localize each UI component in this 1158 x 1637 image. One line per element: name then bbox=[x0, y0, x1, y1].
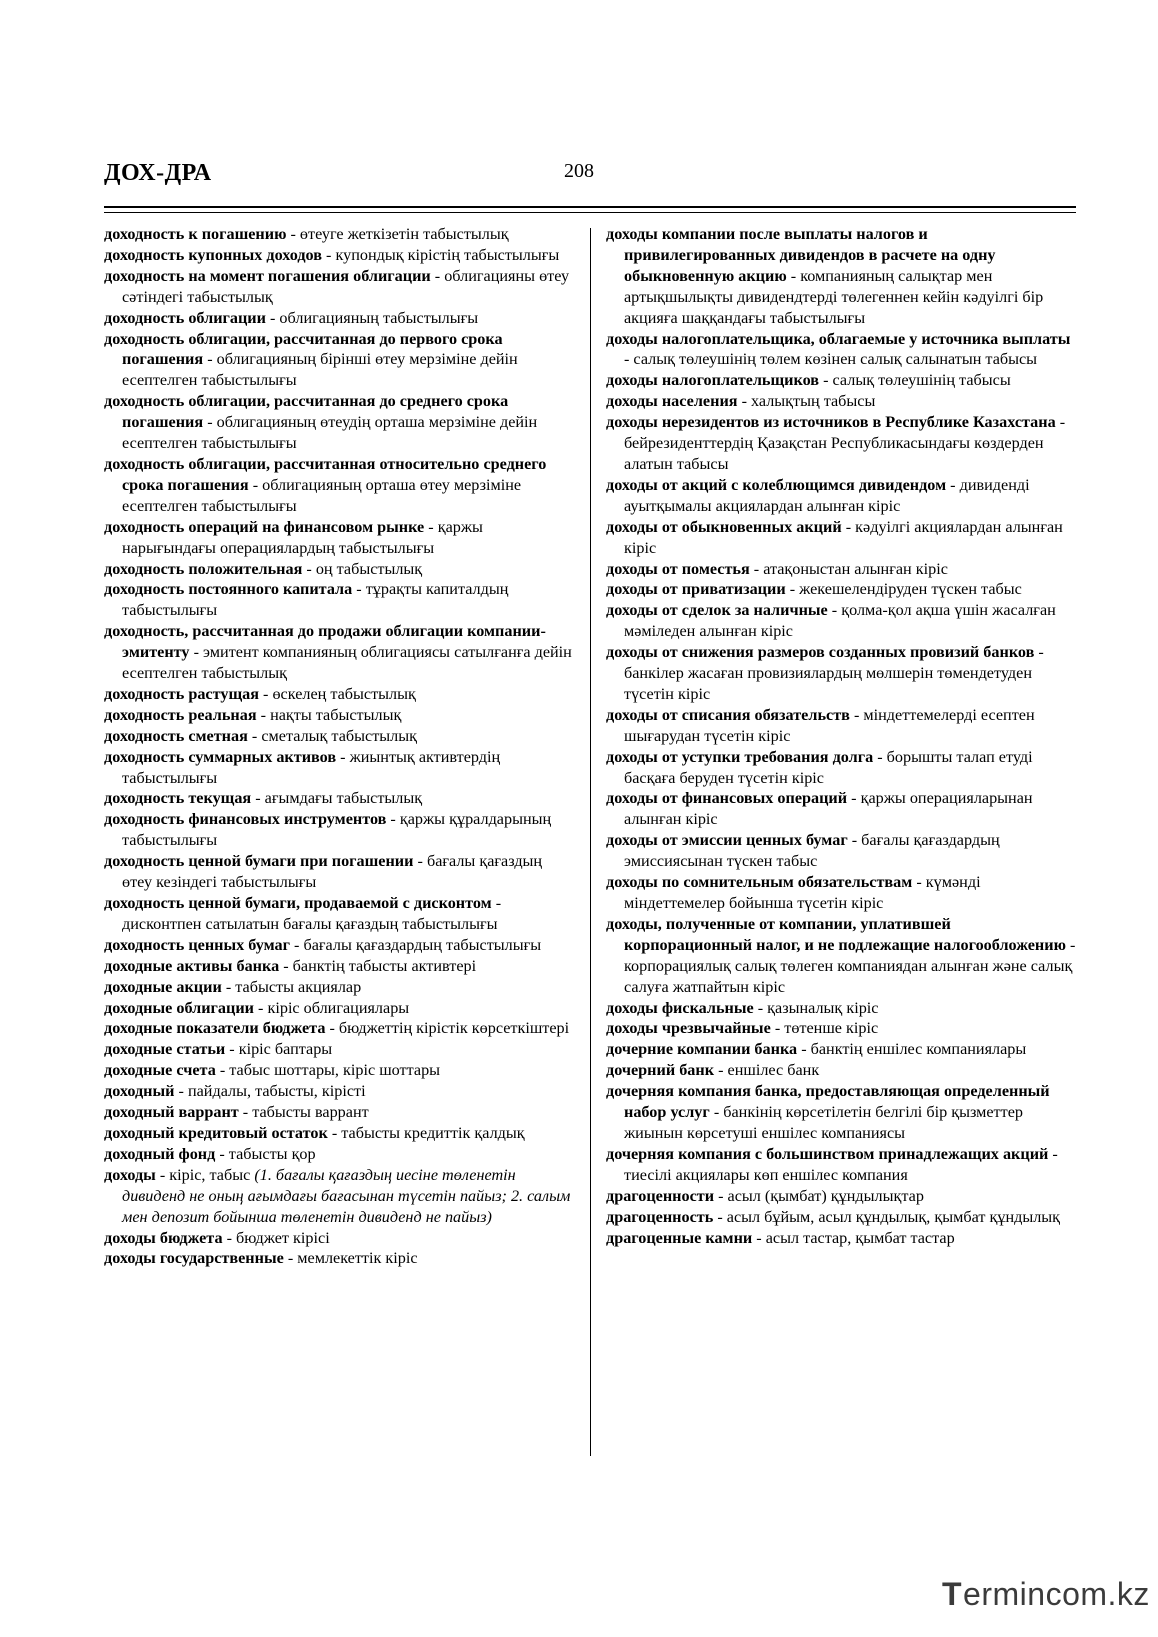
entry-definition: - тиесілі акциялары көп еншілес компания bbox=[624, 1144, 1058, 1184]
entry-definition: - еншілес банк bbox=[714, 1061, 820, 1080]
dictionary-entry bbox=[104, 809, 574, 851]
dictionary-entry bbox=[104, 245, 574, 266]
entry-definition: - бағалы қағаздың өтеу кезіндегі табыстылығы bbox=[122, 852, 543, 892]
entry-term: доходность, рассчитанная до продажи облигации компании-эмитенту bbox=[104, 622, 546, 662]
entry-definition: - борышты талап етуді басқаға беруден түсетін кіріс bbox=[624, 747, 1033, 787]
dictionary-entry bbox=[606, 642, 1076, 705]
dictionary-entry bbox=[104, 726, 574, 747]
entry-term: доходный кредитовый остаток bbox=[104, 1123, 328, 1142]
entry-definition: - қолма-қол ақша үшін жасалған мәміледен алынған кіріс bbox=[624, 601, 1056, 641]
entry-definition: - облигацияның табыстылығы bbox=[265, 308, 479, 327]
dictionary-entry bbox=[606, 705, 1076, 747]
entry-definition: - атақоныстан алынған кіріс bbox=[749, 559, 948, 578]
entry-term: доходность постоянного капитала bbox=[104, 580, 353, 599]
entry-note: (1. бағалы қағаздың иесіне төленетін дивиденд не оның ағымдағы бағасынан түсетін пайыз; 2. салым мен депозит бойынша төленетін дивиденд не пайыз) bbox=[122, 1165, 571, 1226]
left-column bbox=[104, 224, 574, 1269]
entry-term: доходность суммарных активов bbox=[104, 747, 337, 766]
entry-definition: - банкілер жасаған провизиялардың мөлшерін төмендетуден түсетін кіріс bbox=[624, 643, 1044, 703]
entry-definition: - облигацияның өтеудің орташа мерзіміне дейін есептелген табыстылығы bbox=[122, 413, 538, 453]
entry-definition: - қаржы құралдарының табыстылығы bbox=[122, 810, 552, 850]
entry-definition: - нақты табыстылық bbox=[256, 705, 402, 724]
entry-definition: - күмәнді міндеттемелер бойынша түсетін кіріс bbox=[624, 873, 981, 912]
entry-term: доходность операций на финансовом рынке bbox=[104, 517, 425, 536]
entry-definition: - бейрезиденттердің Қазақстан Республикасындағы көздерден алатын табысы bbox=[624, 413, 1066, 473]
entry-definition: - бағалы қағаздардың табыстылығы bbox=[290, 935, 542, 954]
dictionary-entry bbox=[606, 559, 1076, 580]
entry-term: доходность облигации, рассчитанная относительно среднего срока погашения bbox=[104, 454, 547, 494]
dictionary-entry bbox=[104, 1123, 574, 1144]
dictionary-entry bbox=[606, 1207, 1076, 1228]
entry-term: доходы налогоплательщиков bbox=[606, 371, 820, 390]
entry-definition: - корпорациялық салық төлеген компаниядан алынған және салық салуға жатпайтын кіріс bbox=[624, 935, 1076, 996]
entry-definition: - облигацияның орташа өтеу мерзіміне есептелген табыстылығы bbox=[122, 475, 522, 515]
dictionary-entry bbox=[104, 266, 574, 308]
dictionary-entry bbox=[104, 454, 574, 517]
dictionary-entry bbox=[104, 1039, 574, 1060]
entry-definition: - эмитент компанияның облигациясы сатылғанға дейін есептелген табыстылық bbox=[122, 643, 572, 683]
entry-term: доходы от сделок за наличные bbox=[606, 601, 828, 620]
dictionary-entry bbox=[606, 329, 1076, 371]
entry-definition: - халықтың табысы bbox=[737, 392, 876, 411]
entry-term: доходность ценной бумаги при погашении bbox=[104, 852, 414, 871]
header-rule-thin bbox=[104, 212, 1076, 213]
entry-definition: - бюджет кірісі bbox=[222, 1228, 330, 1247]
entry-term: доходность на момент погашения облигации bbox=[104, 266, 431, 285]
entry-definition: - банкінің көрсетілетін белгілі бір қызметтер жиынын көрсетуші еншілес компаниясы bbox=[624, 1103, 1023, 1142]
entry-definition: - банктің табысты активтері bbox=[279, 956, 477, 975]
site-watermark bbox=[942, 1576, 1150, 1613]
entry-term: доходные облигации bbox=[104, 998, 254, 1017]
dictionary-entry bbox=[104, 559, 574, 580]
entry-definition: - асыл (қымбат) құндылықтар bbox=[714, 1186, 924, 1205]
dictionary-entry bbox=[104, 956, 574, 977]
entry-term: доходы от поместья bbox=[606, 559, 750, 578]
entry-term: доходы от снижения размеров созданных провизий банков bbox=[606, 643, 1035, 662]
dictionary-entry bbox=[104, 935, 574, 956]
dictionary-entry bbox=[104, 1060, 574, 1081]
dictionary-entry bbox=[606, 579, 1076, 600]
entry-definition: - купондық кірістің табыстылығы bbox=[321, 245, 560, 264]
entry-term: доходы по сомнительным обязательствам bbox=[606, 873, 913, 892]
dictionary-entry bbox=[104, 308, 574, 329]
entry-term: доходы от обыкновенных акций bbox=[606, 517, 842, 536]
entry-term: дочерние компании банка bbox=[606, 1040, 798, 1059]
entry-definition: - дивиденді ауытқымалы акциялардан алынған кіріс bbox=[624, 475, 1030, 515]
dictionary-entry bbox=[104, 684, 574, 705]
header-rule bbox=[104, 206, 1076, 208]
entry-definition: - бюджеттің кірістік көрсеткіштері bbox=[325, 1019, 570, 1038]
entry-term: доходность сметная bbox=[104, 726, 248, 745]
entry-term: доходы компании после выплаты налогов и привилегированных дивидендов в расчете на одну обыкновенную акцию bbox=[606, 225, 996, 285]
entry-term: доходный фонд bbox=[104, 1144, 216, 1163]
entry-term: доходы от финансовых операций bbox=[606, 789, 848, 808]
entry-term: доходы налогоплательщика, облагаемые у источника выплаты bbox=[606, 329, 1071, 348]
dictionary-entry bbox=[606, 412, 1076, 475]
entry-definition: - бағалы қағаздардың эмиссиясынан түскен табыс bbox=[624, 831, 1000, 871]
entry-definition: - банктің еншілес компаниялары bbox=[797, 1040, 1027, 1059]
watermark-text: ermincom.kz bbox=[963, 1576, 1150, 1612]
dictionary-entry bbox=[606, 747, 1076, 789]
dictionary-entry bbox=[104, 391, 574, 454]
dictionary-entry bbox=[104, 788, 574, 809]
entry-definition: - өтеуге жеткізетін табыстылық bbox=[286, 225, 509, 243]
dictionary-entry bbox=[606, 872, 1076, 914]
entry-definition: - қаржы нарығындағы операциялардың табыстылығы bbox=[122, 517, 483, 557]
entry-term: доходы, полученные от компании, уплатившей корпорационный налог, и не подлежащие налогообложению bbox=[606, 914, 1066, 954]
entry-definition: - өскелең табыстылық bbox=[258, 684, 416, 703]
dictionary-entry bbox=[606, 475, 1076, 517]
dictionary-entry bbox=[606, 224, 1076, 329]
entry-term: доходы населения bbox=[606, 392, 738, 411]
dictionary-entry bbox=[606, 914, 1076, 998]
entry-definition: - оң табыстылық bbox=[302, 559, 423, 578]
entry-definition: - кіріс облигациялары bbox=[254, 998, 410, 1017]
entry-definition: - облигацияны өтеу сәтіндегі табыстылық bbox=[122, 266, 570, 306]
dictionary-entry bbox=[104, 998, 574, 1019]
dictionary-entry bbox=[104, 747, 574, 789]
entry-term: доходность облигации, рассчитанная до среднего срока погашения bbox=[104, 392, 509, 432]
entry-definition: - кіріс, табыс bbox=[155, 1165, 255, 1184]
entry-term: доходность ценной бумаги, продаваемой с дисконтом bbox=[104, 894, 492, 912]
dictionary-entry bbox=[606, 517, 1076, 559]
dictionary-entry bbox=[104, 1081, 574, 1102]
dictionary-entry bbox=[606, 788, 1076, 830]
entry-definition: - ағымдағы табыстылық bbox=[251, 789, 423, 808]
dictionary-entry bbox=[606, 1039, 1076, 1060]
dictionary-entry bbox=[606, 1144, 1076, 1186]
entry-term: драгоценные камни bbox=[606, 1228, 753, 1247]
dictionary-entry bbox=[606, 1081, 1076, 1144]
entry-term: доходность текущая bbox=[104, 789, 252, 808]
dictionary-entry bbox=[606, 1186, 1076, 1207]
entry-term: доходность облигации bbox=[104, 308, 266, 327]
entry-definition: - облигацияның бірінші өтеу мерзіміне дейін есептелген табыстылығы bbox=[122, 350, 518, 390]
entry-term: доходность к погашению bbox=[104, 225, 287, 243]
dictionary-entry bbox=[104, 1018, 574, 1039]
dictionary-entry bbox=[104, 1165, 574, 1228]
dictionary-entry bbox=[104, 329, 574, 392]
entry-term: доходные акции bbox=[104, 977, 222, 996]
entry-term: доходные активы банка bbox=[104, 956, 280, 975]
dictionary-entry bbox=[606, 600, 1076, 642]
entry-term: доходы bbox=[104, 1165, 156, 1184]
entry-term: доходы от приватизации bbox=[606, 580, 786, 599]
entry-definition: - сметалық табыстылық bbox=[247, 726, 417, 745]
dictionary-entry bbox=[606, 1228, 1076, 1249]
dictionary-entry bbox=[104, 1102, 574, 1123]
entry-definition: - асыл тастар, қымбат тастар bbox=[752, 1228, 955, 1247]
entry-definition: - табыс шоттары, кіріс шоттары bbox=[215, 1061, 441, 1080]
entry-definition: - табысты акциялар bbox=[221, 977, 362, 996]
entry-term: доходность облигации, рассчитанная до первого срока погашения bbox=[104, 329, 503, 369]
entry-definition: - пайдалы, табысты, кірісті bbox=[174, 1082, 366, 1101]
entry-definition: - табысты кредиттік қалдық bbox=[327, 1123, 525, 1142]
entry-term: доходы государственные bbox=[104, 1249, 284, 1268]
page-number: 208 bbox=[564, 160, 594, 182]
entry-term: дочерний банк bbox=[606, 1061, 715, 1080]
entry-term: доходные показатели бюджета bbox=[104, 1019, 326, 1038]
entry-term: доходность положительная bbox=[104, 559, 303, 578]
entry-term: доходы нерезидентов из источников в Республике Казахстана bbox=[606, 413, 1056, 432]
entry-term: доходы от уступки требования долга bbox=[606, 747, 874, 766]
dictionary-entry bbox=[606, 998, 1076, 1019]
entry-definition: - дисконтпен сатылатын бағалы қағаздың табыстылығы bbox=[122, 894, 502, 933]
entry-definition: - төтенше кіріс bbox=[770, 1019, 879, 1038]
watermark-logo-letter: T bbox=[942, 1576, 963, 1612]
entry-term: доходы от акций с колеблющимся дивидендом bbox=[606, 475, 947, 494]
dictionary-entry bbox=[606, 830, 1076, 872]
dictionary-entry bbox=[606, 1018, 1076, 1039]
entry-definition: - кіріс баптары bbox=[225, 1040, 333, 1059]
dictionary-entry bbox=[104, 893, 574, 935]
entry-term: доходность ценных бумаг bbox=[104, 935, 290, 954]
entry-definition: - салық төлеушінің төлем көзінен салық салынатын табысы bbox=[624, 350, 1038, 369]
dictionary-entry bbox=[104, 851, 574, 893]
dictionary-entry bbox=[606, 1060, 1076, 1081]
dictionary-entry bbox=[104, 224, 574, 245]
entry-term: доходные счета bbox=[104, 1061, 216, 1080]
entry-definition: - табысты қор bbox=[215, 1144, 316, 1163]
dictionary-entry bbox=[606, 370, 1076, 391]
entry-term: доходы бюджета bbox=[104, 1228, 223, 1247]
entry-definition: - қаржы операцияларынан алынған кіріс bbox=[624, 789, 1033, 829]
dictionary-entry bbox=[104, 517, 574, 559]
entry-term: доходный варрант bbox=[104, 1103, 239, 1122]
entry-term: дочерняя компания с большинством принадлежащих акций bbox=[606, 1144, 1049, 1163]
entry-definition: - жекешелендіруден түскен табыс bbox=[785, 580, 1022, 599]
entry-definition: - міндеттемелерді есептен шығарудан түсетін кіріс bbox=[624, 705, 1035, 745]
entry-term: дочерняя компания банка, предоставляющая определенный набор услуг bbox=[606, 1082, 1050, 1122]
dictionary-entry bbox=[104, 1228, 574, 1249]
dictionary-entry bbox=[104, 621, 574, 684]
entry-term: доходность финансовых инструментов bbox=[104, 810, 387, 829]
entry-term: доходность растущая bbox=[104, 684, 259, 703]
entry-definition: - табысты варрант bbox=[238, 1103, 369, 1122]
entry-definition: - асыл бұйым, асыл құндылық, қымбат құндылық bbox=[713, 1207, 1061, 1226]
entry-term: доходный bbox=[104, 1082, 175, 1101]
dictionary-entry bbox=[104, 1144, 574, 1165]
entry-term: драгоценности bbox=[606, 1186, 715, 1205]
entry-term: доходы от эмиссии ценных бумаг bbox=[606, 831, 848, 850]
entry-definition: - қазыналық кіріс bbox=[753, 998, 879, 1017]
dictionary-entry bbox=[104, 977, 574, 998]
entry-term: доходы фискальные bbox=[606, 998, 754, 1017]
entry-term: доходные статьи bbox=[104, 1040, 226, 1059]
entry-term: доходность реальная bbox=[104, 705, 257, 724]
right-column bbox=[606, 224, 1076, 1248]
entry-term: доходы от списания обязательств bbox=[606, 705, 850, 724]
entry-definition: - кәдуілгі акциялардан алынған кіріс bbox=[624, 517, 1063, 557]
entry-definition: - тұрақты капиталдың табыстылығы bbox=[122, 580, 509, 620]
entry-term: доходы чрезвычайные bbox=[606, 1019, 771, 1038]
dictionary-entry bbox=[104, 705, 574, 726]
entry-definition: - жиынтық активтердің табыстылығы bbox=[122, 747, 501, 787]
dictionary-entry bbox=[104, 1248, 574, 1269]
entry-definition: - салық төлеушінің табысы bbox=[819, 371, 1011, 390]
column-divider bbox=[590, 228, 591, 1456]
entry-definition: - компанияның салықтар мен артықшылықты дивидендтерді төлегеннен кейін кәдуілгі бір акцияға шаққандағы табыстылығы bbox=[624, 266, 1044, 327]
dictionary-entry bbox=[104, 579, 574, 621]
entry-term: драгоценность bbox=[606, 1207, 714, 1226]
entry-definition: - мемлекеттік кіріс bbox=[283, 1249, 418, 1268]
page-header-title: ДОХ-ДРА bbox=[104, 160, 212, 186]
entry-term: доходность купонных доходов bbox=[104, 245, 322, 264]
dictionary-entry bbox=[606, 391, 1076, 412]
